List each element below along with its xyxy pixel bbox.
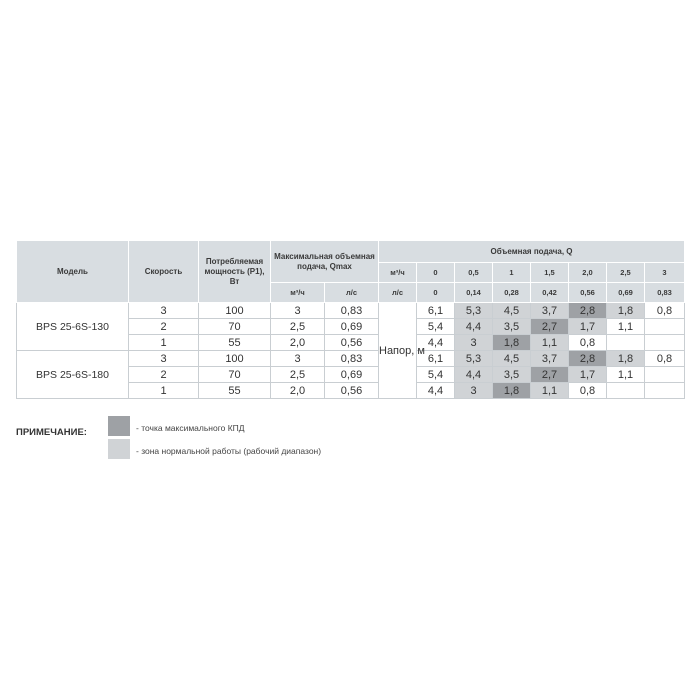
head-cell (607, 335, 645, 351)
header-qmax-unit-ls: л/с (325, 283, 379, 303)
head-cell: 1,1 (531, 335, 569, 351)
header-q-m3h-4: 2,0 (569, 263, 607, 283)
head-cell: 1,1 (607, 367, 645, 383)
qmax-m3h-cell: 3 (271, 303, 325, 319)
header-q-m3h-6: 3 (645, 263, 685, 283)
power-cell: 100 (199, 351, 271, 367)
speed-cell: 1 (129, 335, 199, 351)
head-axis-label: Напор, м (379, 344, 425, 357)
qmax-m3h-cell: 2,0 (271, 383, 325, 399)
head-cell: 1,8 (493, 383, 531, 399)
header-q-m3h-0: 0 (417, 263, 455, 283)
header-q-m3h-1: 0,5 (455, 263, 493, 283)
header-max-flow: Максимальная объемная подача, Qmax (271, 241, 379, 283)
head-cell: 3,7 (531, 303, 569, 319)
head-cell (645, 335, 685, 351)
head-cell: 5,3 (455, 303, 493, 319)
header-q-m3h-5: 2,5 (607, 263, 645, 283)
header-unit-ls: л/с (379, 283, 417, 303)
power-cell: 100 (199, 303, 271, 319)
qmax-ls-cell: 0,83 (325, 303, 379, 319)
header-q-ls-1: 0,14 (455, 283, 493, 303)
table-row (17, 303, 685, 319)
head-cell: 1,7 (569, 367, 607, 383)
head-cell: 3,7 (531, 351, 569, 367)
table-row (17, 351, 685, 367)
header-q-ls-6: 0,83 (645, 283, 685, 303)
head-cell: 3,5 (493, 319, 531, 335)
head-cell: 0,8 (645, 303, 685, 319)
header-power: Потребляемая мощность (P1), Вт (199, 241, 271, 303)
qmax-ls-cell: 0,56 (325, 335, 379, 351)
header-q-ls-5: 0,69 (607, 283, 645, 303)
head-cell: 2,8 (569, 303, 607, 319)
speed-cell: 2 (129, 319, 199, 335)
head-cell: 5,3 (455, 351, 493, 367)
head-cell: 6,1 (417, 351, 455, 367)
bep-swatch (108, 416, 130, 436)
operating-range-swatch (108, 439, 130, 459)
head-cell: 4,4 (455, 367, 493, 383)
qmax-ls-cell: 0,83 (325, 351, 379, 367)
head-cell: 6,1 (417, 303, 455, 319)
head-cell: 0,8 (569, 383, 607, 399)
power-cell: 55 (199, 383, 271, 399)
legend-note (16, 416, 436, 462)
head-cell: 3 (455, 335, 493, 351)
head-cell: 4,5 (493, 351, 531, 367)
pump-performance-table (16, 240, 685, 399)
head-cell: 4,4 (417, 335, 455, 351)
head-cell: 0,8 (569, 335, 607, 351)
model-name: BPS 25-6S-180 (17, 351, 129, 399)
qmax-ls-cell: 0,69 (325, 319, 379, 335)
head-cell: 2,8 (569, 351, 607, 367)
qmax-ls-cell: 0,56 (325, 383, 379, 399)
note-title: ПРИМЕЧАНИЕ: (16, 427, 87, 438)
header-model: Модель (17, 241, 129, 303)
header-q-m3h-2: 1 (493, 263, 531, 283)
head-cell: 1,1 (607, 319, 645, 335)
header-q-ls-4: 0,56 (569, 283, 607, 303)
bep-legend-text: - точка максимального КПД (136, 423, 245, 433)
head-cell: 2,7 (531, 319, 569, 335)
qmax-m3h-cell: 2,0 (271, 335, 325, 351)
head-cell: 5,4 (417, 367, 455, 383)
head-cell (607, 383, 645, 399)
head-cell: 4,4 (417, 383, 455, 399)
head-cell: 1,8 (493, 335, 531, 351)
speed-cell: 3 (129, 351, 199, 367)
speed-cell: 2 (129, 367, 199, 383)
head-cell: 2,7 (531, 367, 569, 383)
speed-cell: 1 (129, 383, 199, 399)
header-q-ls-0: 0 (417, 283, 455, 303)
head-cell: 1,8 (607, 351, 645, 367)
header-q-m3h-3: 1,5 (531, 263, 569, 283)
head-cell (645, 319, 685, 335)
power-cell: 70 (199, 319, 271, 335)
head-cell: 1,7 (569, 319, 607, 335)
qmax-m3h-cell: 2,5 (271, 319, 325, 335)
model-name: BPS 25-6S-130 (17, 303, 129, 351)
head-cell: 1,1 (531, 383, 569, 399)
operating-range-legend-text: - зона нормальной работы (рабочий диапазон) (136, 446, 322, 456)
header-q-ls-3: 0,42 (531, 283, 569, 303)
qmax-ls-cell: 0,69 (325, 367, 379, 383)
power-cell: 70 (199, 367, 271, 383)
head-cell (645, 367, 685, 383)
header-qmax-unit-m3h: м³/ч (271, 283, 325, 303)
head-cell: 4,5 (493, 303, 531, 319)
qmax-m3h-cell: 3 (271, 351, 325, 367)
head-cell: 4,4 (455, 319, 493, 335)
qmax-m3h-cell: 2,5 (271, 367, 325, 383)
head-axis-cell (379, 303, 425, 399)
head-cell: 5,4 (417, 319, 455, 335)
head-cell (645, 383, 685, 399)
header-q-ls-2: 0,28 (493, 283, 531, 303)
header-flow: Объемная подача, Q (379, 241, 685, 263)
head-cell: 3,5 (493, 367, 531, 383)
power-cell: 55 (199, 335, 271, 351)
head-cell: 1,8 (607, 303, 645, 319)
head-cell: 3 (455, 383, 493, 399)
header-speed: Скорость (129, 241, 199, 303)
head-cell: 0,8 (645, 351, 685, 367)
speed-cell: 3 (129, 303, 199, 319)
header-unit-m3h: м³/ч (379, 263, 417, 283)
